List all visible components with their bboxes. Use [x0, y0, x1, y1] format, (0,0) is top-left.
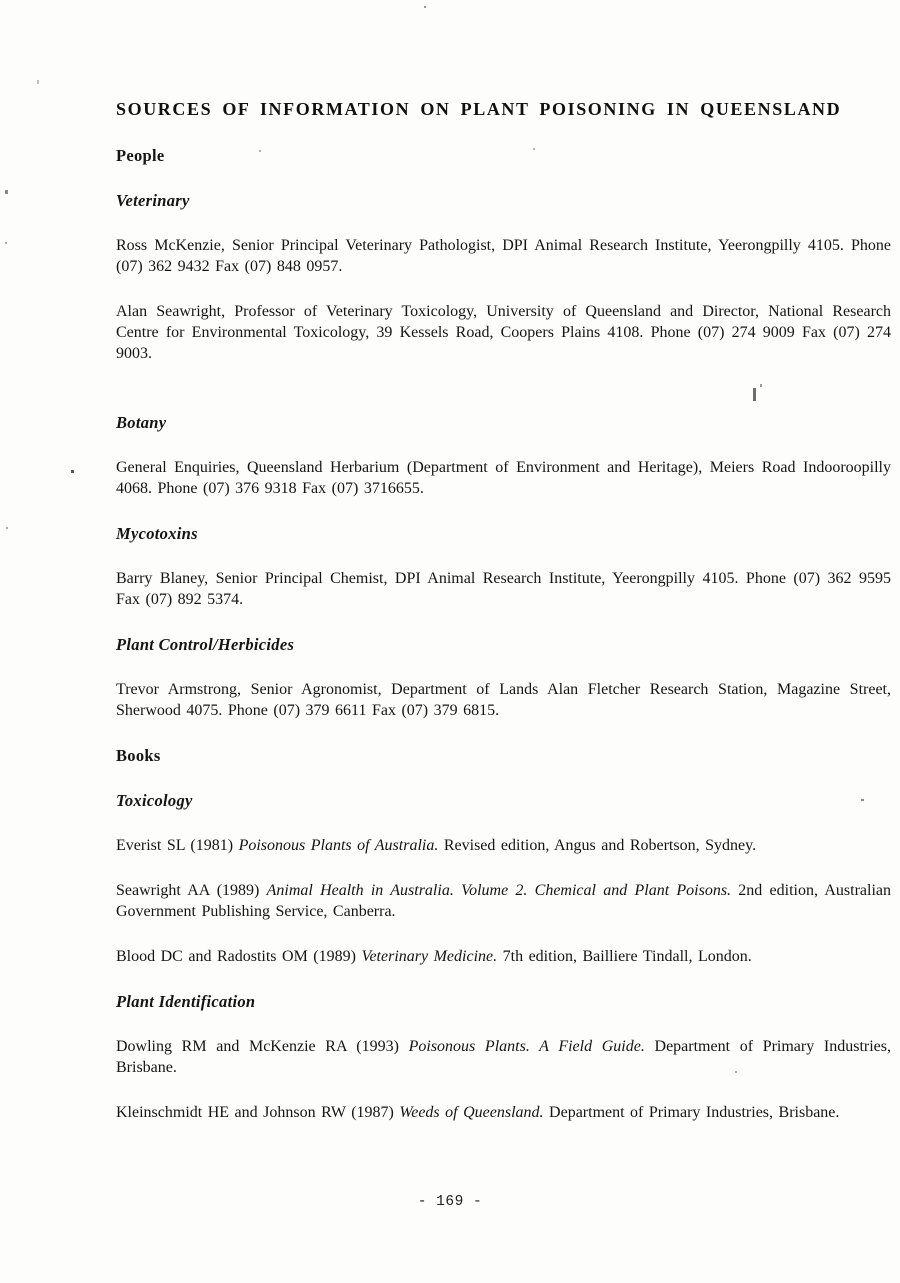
- paragraph-seawright-1989: [116, 880, 891, 922]
- text-run: Barry Blaney, Senior Principal Chemist, DPI Animal Research Institute, Yeerongpilly 4105. Phone (07) 362 9595 Fax (07) 892 5374.: [116, 570, 891, 608]
- text-run: Ross McKenzie, Senior Principal Veterinary Pathologist, DPI Animal Research Institute, Yeerongpilly 4105. Phone (07) 362 9432 Fax (07) 848 0957.: [116, 237, 891, 275]
- text-run: Dowling RM and McKenzie RA (1993): [116, 1038, 409, 1055]
- book-title: Animal Health in Australia. Volume 2. Chemical and Plant Poisons.: [266, 882, 732, 899]
- paragraph-trevor-armstrong: [116, 679, 891, 721]
- scan-speck: [259, 150, 261, 152]
- paragraph-kleinschmidt-johnson-1987: [116, 1102, 891, 1123]
- section-heading-plant-identification: Plant Identification: [116, 992, 256, 1011]
- text-run: Alan Seawright, Professor of Veterinary Toxicology, University of Queensland and Director, National Research Centre for Environmental Toxicology, 39 Kessels Road, Coopers Plains 4108. Phone (07) 274 9009 Fax (07) 274 9003.: [116, 303, 891, 362]
- text-run: Kleinschmidt HE and Johnson RW (1987): [116, 1104, 400, 1121]
- section-heading-botany: Botany: [116, 413, 167, 432]
- scan-speck: [37, 80, 39, 84]
- section-heading-veterinary: Veterinary: [116, 191, 190, 210]
- text-run: Department of Primary Industries, Brisbane.: [116, 1038, 891, 1076]
- text-run: 2nd edition, Australian Government Publishing Service, Canberra.: [116, 882, 892, 920]
- text-run: Department of Primary Industries, Brisbane.: [543, 1104, 840, 1121]
- page-number: - 169 -: [417, 1194, 483, 1210]
- text-run: General Enquiries, Queensland Herbarium (Department of Environment and Heritage), Meiers Road Indooroopilly 4068. Phone (07) 376 9318 Fax (07) 3716655.: [116, 459, 891, 497]
- paragraph-dowling-mckenzie-1993: [116, 1036, 891, 1078]
- text-run: Seawright AA (1989): [116, 882, 267, 899]
- book-title: Poisonous Plants. A Field Guide.: [408, 1038, 645, 1055]
- scan-speck: [760, 384, 762, 387]
- scan-speck: [424, 6, 426, 8]
- section-heading-plant-control-herbicides: Plant Control/Herbicides: [116, 635, 295, 654]
- document-sections: [116, 145, 891, 1123]
- document-content: [116, 97, 891, 1123]
- scan-artifact-stray-mark: [753, 388, 756, 401]
- paragraph-blood-radostits-1989: [116, 946, 891, 967]
- section-heading-toxicology: Toxicology: [116, 791, 193, 810]
- text-run: 7th edition, Bailliere Tindall, London.: [497, 948, 752, 965]
- page-title: SOURCES OF INFORMATION ON PLANT POISONING IN QUEENSLAND: [116, 99, 842, 119]
- section-heading-people: People: [116, 146, 165, 165]
- scan-speck: [5, 242, 7, 244]
- scan-speck: [71, 470, 74, 473]
- paragraph-ross-mckenzie: [116, 235, 891, 277]
- paragraph-barry-blaney: [116, 568, 891, 610]
- text-run: Trevor Armstrong, Senior Agronomist, Department of Lands Alan Fletcher Research Station, Magazine Street, Sherwood 4075. Phone (07) 379 6611 Fax (07) 379 6815.: [116, 681, 891, 719]
- scan-speck: [861, 799, 864, 801]
- paragraph-alan-seawright: [116, 301, 891, 364]
- scan-speck: [5, 190, 8, 194]
- paragraph-everist-1981: [116, 835, 891, 856]
- book-title: Poisonous Plants of Australia.: [238, 837, 439, 854]
- text-run: Blood DC and Radostits OM (1989): [116, 948, 362, 965]
- book-title: Weeds of Queensland.: [399, 1104, 544, 1121]
- section-heading-books: Books: [116, 746, 161, 765]
- scan-speck: [533, 148, 535, 150]
- scan-speck: [6, 527, 8, 529]
- paragraph-queensland-herbarium: [116, 457, 891, 499]
- book-title: Veterinary Medicine.: [361, 948, 498, 965]
- scan-speck: [735, 1071, 737, 1073]
- text-run: Revised edition, Angus and Robertson, Sydney.: [438, 837, 757, 854]
- section-heading-mycotoxins: Mycotoxins: [116, 524, 198, 543]
- text-run: Everist SL (1981): [116, 837, 239, 854]
